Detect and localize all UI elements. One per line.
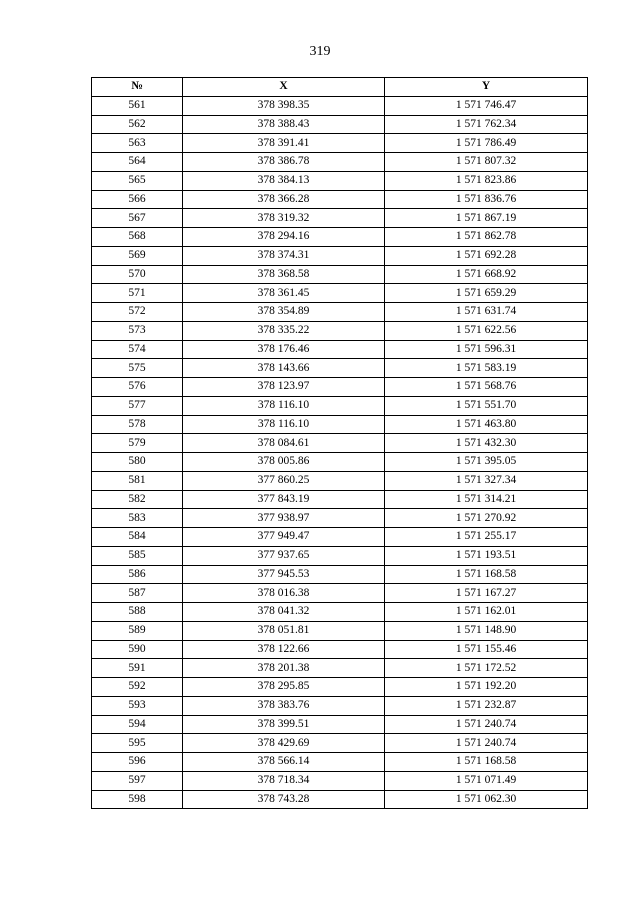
cell-x: 378 294.16 xyxy=(183,228,385,247)
cell-x: 378 383.76 xyxy=(183,696,385,715)
cell-x: 377 937.65 xyxy=(183,546,385,565)
cell-number: 583 xyxy=(92,509,183,528)
cell-number: 594 xyxy=(92,715,183,734)
cell-x: 378 005.86 xyxy=(183,453,385,472)
cell-x: 378 429.69 xyxy=(183,734,385,753)
cell-y: 1 571 568.76 xyxy=(385,378,588,397)
cell-x: 378 123.97 xyxy=(183,378,385,397)
table-row xyxy=(92,771,588,790)
cell-number: 561 xyxy=(92,96,183,115)
header-number: № xyxy=(92,78,183,97)
cell-y: 1 571 622.56 xyxy=(385,321,588,340)
cell-number: 582 xyxy=(92,490,183,509)
table-row xyxy=(92,621,588,640)
table-row xyxy=(92,153,588,172)
cell-x: 378 084.61 xyxy=(183,434,385,453)
table-row xyxy=(92,734,588,753)
cell-x: 378 718.34 xyxy=(183,771,385,790)
cell-number: 571 xyxy=(92,284,183,303)
cell-number: 563 xyxy=(92,134,183,153)
cell-y: 1 571 193.51 xyxy=(385,546,588,565)
cell-y: 1 571 162.01 xyxy=(385,603,588,622)
cell-x: 377 860.25 xyxy=(183,471,385,490)
cell-y: 1 571 240.74 xyxy=(385,734,588,753)
cell-x: 378 743.28 xyxy=(183,790,385,809)
cell-number: 586 xyxy=(92,565,183,584)
cell-number: 567 xyxy=(92,209,183,228)
cell-y: 1 571 786.49 xyxy=(385,134,588,153)
table-row xyxy=(92,490,588,509)
table-row xyxy=(92,659,588,678)
cell-y: 1 571 668.92 xyxy=(385,265,588,284)
table-row xyxy=(92,190,588,209)
cell-x: 377 945.53 xyxy=(183,565,385,584)
cell-number: 573 xyxy=(92,321,183,340)
cell-number: 565 xyxy=(92,171,183,190)
table-row xyxy=(92,584,588,603)
cell-number: 566 xyxy=(92,190,183,209)
cell-x: 378 366.28 xyxy=(183,190,385,209)
coordinates-table xyxy=(91,77,588,809)
table-row xyxy=(92,321,588,340)
cell-y: 1 571 463.80 xyxy=(385,415,588,434)
cell-number: 579 xyxy=(92,434,183,453)
table-row xyxy=(92,753,588,772)
cell-number: 596 xyxy=(92,753,183,772)
table-row xyxy=(92,640,588,659)
cell-number: 593 xyxy=(92,696,183,715)
cell-y: 1 571 631.74 xyxy=(385,303,588,322)
cell-number: 595 xyxy=(92,734,183,753)
table-row xyxy=(92,265,588,284)
cell-number: 562 xyxy=(92,115,183,134)
cell-y: 1 571 862.78 xyxy=(385,228,588,247)
cell-x: 378 391.41 xyxy=(183,134,385,153)
cell-number: 575 xyxy=(92,359,183,378)
table-row xyxy=(92,209,588,228)
cell-number: 576 xyxy=(92,378,183,397)
cell-y: 1 571 168.58 xyxy=(385,753,588,772)
table-row xyxy=(92,603,588,622)
cell-y: 1 571 659.29 xyxy=(385,284,588,303)
header-x: X xyxy=(183,78,385,97)
cell-x: 378 122.66 xyxy=(183,640,385,659)
cell-y: 1 571 551.70 xyxy=(385,396,588,415)
cell-y: 1 571 255.17 xyxy=(385,528,588,547)
table-body xyxy=(92,96,588,809)
cell-number: 574 xyxy=(92,340,183,359)
cell-y: 1 571 867.19 xyxy=(385,209,588,228)
cell-x: 378 051.81 xyxy=(183,621,385,640)
table-row xyxy=(92,115,588,134)
cell-y: 1 571 192.20 xyxy=(385,678,588,697)
table-row xyxy=(92,509,588,528)
cell-y: 1 571 327.34 xyxy=(385,471,588,490)
cell-y: 1 571 062.30 xyxy=(385,790,588,809)
table-row xyxy=(92,134,588,153)
cell-number: 598 xyxy=(92,790,183,809)
table-row xyxy=(92,359,588,378)
cell-x: 378 388.43 xyxy=(183,115,385,134)
cell-y: 1 571 148.90 xyxy=(385,621,588,640)
cell-x: 378 566.14 xyxy=(183,753,385,772)
cell-y: 1 571 168.58 xyxy=(385,565,588,584)
cell-y: 1 571 172.52 xyxy=(385,659,588,678)
cell-x: 378 399.51 xyxy=(183,715,385,734)
cell-y: 1 571 762.34 xyxy=(385,115,588,134)
table-row xyxy=(92,415,588,434)
table-row xyxy=(92,565,588,584)
cell-x: 378 361.45 xyxy=(183,284,385,303)
table-row xyxy=(92,396,588,415)
cell-x: 377 949.47 xyxy=(183,528,385,547)
table-row xyxy=(92,434,588,453)
cell-number: 587 xyxy=(92,584,183,603)
cell-y: 1 571 583.19 xyxy=(385,359,588,378)
table-row xyxy=(92,453,588,472)
cell-y: 1 571 240.74 xyxy=(385,715,588,734)
table-row xyxy=(92,471,588,490)
cell-y: 1 571 270.92 xyxy=(385,509,588,528)
cell-number: 581 xyxy=(92,471,183,490)
table-row xyxy=(92,340,588,359)
cell-x: 378 384.13 xyxy=(183,171,385,190)
cell-number: 588 xyxy=(92,603,183,622)
cell-y: 1 571 836.76 xyxy=(385,190,588,209)
table-row xyxy=(92,246,588,265)
cell-x: 378 143.66 xyxy=(183,359,385,378)
cell-number: 585 xyxy=(92,546,183,565)
cell-y: 1 571 167.27 xyxy=(385,584,588,603)
table-row xyxy=(92,378,588,397)
cell-y: 1 571 395.05 xyxy=(385,453,588,472)
cell-x: 378 368.58 xyxy=(183,265,385,284)
cell-number: 569 xyxy=(92,246,183,265)
cell-number: 577 xyxy=(92,396,183,415)
cell-y: 1 571 232.87 xyxy=(385,696,588,715)
cell-y: 1 571 746.47 xyxy=(385,96,588,115)
cell-number: 564 xyxy=(92,153,183,172)
cell-x: 378 386.78 xyxy=(183,153,385,172)
cell-x: 378 116.10 xyxy=(183,415,385,434)
cell-x: 378 319.32 xyxy=(183,209,385,228)
cell-number: 591 xyxy=(92,659,183,678)
cell-number: 597 xyxy=(92,771,183,790)
cell-x: 378 201.38 xyxy=(183,659,385,678)
cell-x: 377 938.97 xyxy=(183,509,385,528)
cell-y: 1 571 155.46 xyxy=(385,640,588,659)
cell-y: 1 571 692.28 xyxy=(385,246,588,265)
cell-x: 378 398.35 xyxy=(183,96,385,115)
cell-x: 378 016.38 xyxy=(183,584,385,603)
header-y: Y xyxy=(385,78,588,97)
cell-number: 584 xyxy=(92,528,183,547)
cell-x: 378 176.46 xyxy=(183,340,385,359)
table-row xyxy=(92,171,588,190)
table-row xyxy=(92,228,588,247)
table-row xyxy=(92,715,588,734)
table-row xyxy=(92,546,588,565)
table-row xyxy=(92,790,588,809)
cell-y: 1 571 823.86 xyxy=(385,171,588,190)
cell-x: 378 295.85 xyxy=(183,678,385,697)
cell-y: 1 571 807.32 xyxy=(385,153,588,172)
cell-x: 378 116.10 xyxy=(183,396,385,415)
cell-number: 572 xyxy=(92,303,183,322)
cell-y: 1 571 314.21 xyxy=(385,490,588,509)
table-header-row xyxy=(92,78,588,97)
table-row xyxy=(92,303,588,322)
cell-y: 1 571 596.31 xyxy=(385,340,588,359)
cell-number: 590 xyxy=(92,640,183,659)
table-row xyxy=(92,284,588,303)
table-row xyxy=(92,96,588,115)
cell-number: 570 xyxy=(92,265,183,284)
cell-number: 568 xyxy=(92,228,183,247)
cell-x: 378 335.22 xyxy=(183,321,385,340)
cell-x: 377 843.19 xyxy=(183,490,385,509)
cell-number: 589 xyxy=(92,621,183,640)
table-row xyxy=(92,696,588,715)
cell-y: 1 571 432.30 xyxy=(385,434,588,453)
table-row xyxy=(92,528,588,547)
cell-number: 580 xyxy=(92,453,183,472)
cell-number: 592 xyxy=(92,678,183,697)
cell-number: 578 xyxy=(92,415,183,434)
page-number: 319 xyxy=(309,44,331,59)
table-row xyxy=(92,678,588,697)
cell-x: 378 041.32 xyxy=(183,603,385,622)
cell-x: 378 374.31 xyxy=(183,246,385,265)
cell-x: 378 354.89 xyxy=(183,303,385,322)
cell-y: 1 571 071.49 xyxy=(385,771,588,790)
